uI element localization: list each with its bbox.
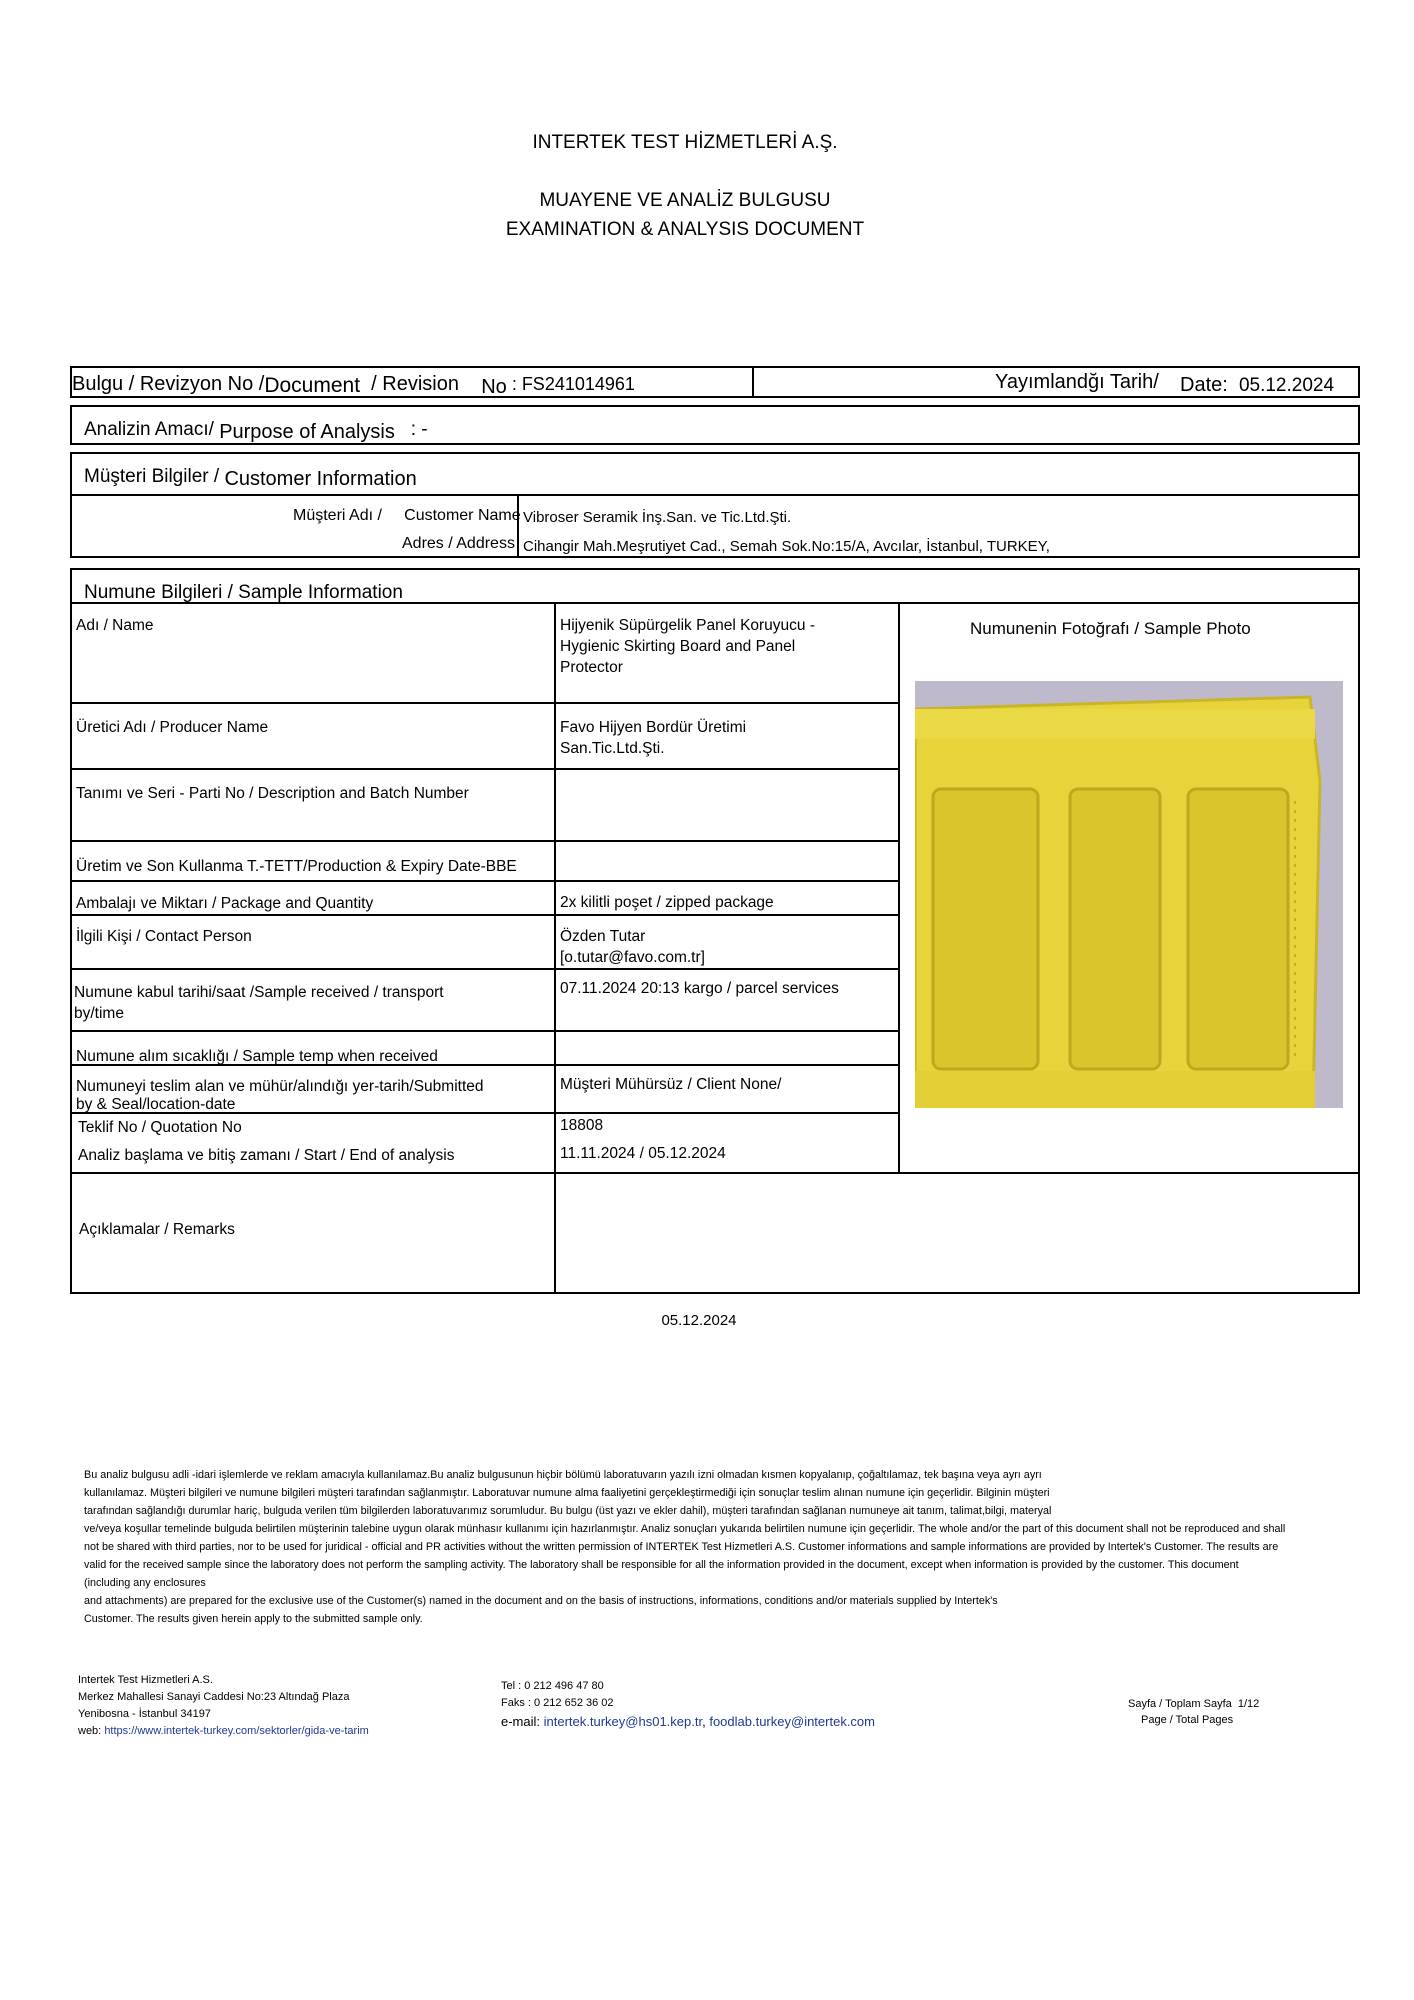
legal-line-2: kullanılamaz. Müşteri bilgileri ve numune bilgileri müşteri tarafından sağlanmıştır. Laboratuvar numune alma faaliyetini gerçekleştirmediği için sonuçlar teslim alınan numune için geçerlidir. Bilginin müşteri: [84, 1487, 1050, 1499]
legal-line-3: tarafından sağlandığı durumlar hariç, bulguda verilen tüm bilgilerden laboratuvarımız sorumludur. Bu bulgu (üst yazı ve ekler dahil), müşteri tarafından sağlanan numuneye ait tanım, talimat,bilgi, materyal: [84, 1505, 1052, 1517]
package-quantity-value: 2x kilitli poşet / zipped package: [560, 894, 774, 911]
footer-address-1: Merkez Mahallesi Sanayi Caddesi No:23 Altındağ Plaza: [78, 1691, 350, 1703]
purpose-label: Analizin Amacı/ Purpose of Analysis : -: [84, 419, 428, 443]
footer-company: Intertek Test Hizmetleri A.S.: [78, 1674, 213, 1686]
contact-person-value: Özden Tutar [o.tutar@favo.com.tr]: [560, 928, 705, 966]
page-number-label-en: Page / Total Pages: [1141, 1714, 1234, 1726]
sample-photo-label: Numunenin Fotoğrafı / Sample Photo: [970, 619, 1251, 638]
publish-date-label: Yayımlandğı Tarih/: [995, 371, 1159, 393]
footer-contact-info: [501, 1678, 875, 1730]
legal-line-5: not be shared with third parties, nor to be used for juridical - official and PR activities without the written permission of INTERTEK Test Hizmetleri A.S. Customer informations and sample informations are provided by Intertek's Customer. The results are: [84, 1541, 1279, 1553]
sample-photo-image: [915, 681, 1343, 1108]
quotation-value: 18808: [560, 1117, 604, 1134]
footer-email: e-mail: intertek.turkey@hs01.kep.tr, foodlab.turkey@intertek.com: [501, 1714, 875, 1729]
sample-name-value: Hijyenik Süpürgelik Panel Koruyucu - Hygienic Skirting Board and Panel Protector: [560, 617, 816, 676]
sample-name-label: Adı / Name: [76, 617, 154, 634]
footer-fax: Faks : 0 212 652 36 02: [501, 1697, 614, 1709]
publish-date: Date: 05.12.2024: [1180, 374, 1335, 396]
quotation-label: Teklif No / Quotation No: [78, 1119, 242, 1136]
customer-name: Vibroser Seramik İnş.San. ve Tic.Ltd.Şti.: [523, 509, 792, 526]
issue-date: 05.12.2024: [661, 1312, 737, 1329]
footer-company-info: [78, 1672, 369, 1740]
company-title: INTERTEK TEST HİZMETLERİ A.Ş.: [532, 132, 838, 153]
contact-person-label: İlgili Kişi / Contact Person: [76, 928, 252, 945]
remarks-label: Açıklamalar / Remarks: [79, 1221, 235, 1238]
document-label: Bulgu / Revizyon No /Document / Revision No : FS241014961: [72, 373, 635, 398]
sample-temp-label: Numune alım sıcaklığı / Sample temp when received: [76, 1048, 438, 1065]
analysis-period-label: Analiz başlama ve bitiş zamanı / Start / End of analysis: [78, 1147, 455, 1164]
submitted-by-value: Müşteri Mühürsüz / Client None/: [560, 1076, 782, 1093]
customer-name-label: Müşteri Adı / Customer Name: [293, 507, 521, 524]
description-batch-label: Tanımı ve Seri - Parti No / Description and Batch Number: [76, 785, 469, 802]
footer-web: web: https://www.intertek-turkey.com/sektorler/gida-ve-tarim: [78, 1725, 369, 1737]
producer-name-value: Favo Hijyen Bordür Üretimi San.Tic.Ltd.Şti.: [560, 719, 747, 757]
customer-address: Cihangir Mah.Meşrutiyet Cad., Semah Sok.No:15/A, Avcılar, İstanbul, TURKEY,: [523, 538, 1050, 555]
producer-name-label: Üretici Adı / Producer Name: [76, 719, 269, 736]
email-link-2[interactable]: foodlab.turkey@intertek.com: [709, 1714, 875, 1729]
analysis-period-value: 11.11.2024 / 05.12.2024: [560, 1145, 726, 1162]
submitted-by-label: Numuneyi teslim alan ve mühür/alındığı yer-tarih/Submitted by & Seal/location-date: [76, 1078, 484, 1113]
legal-line-6: valid for the received sample since the laboratory does not perform the sampling activity. The laboratory shall be responsible for all the information provided in the document, except when information is provided by the customer. This document: [84, 1559, 1239, 1571]
footer-address-2: Yenibosna - İstanbul 34197: [78, 1708, 211, 1720]
legal-line-4: ve/veya koşullar temelinde bulguda belirtilen müşterinin talebine uygun olarak münhasır kullanımı için hazırlanmıştır. Analiz sonuçları yukarıda belirtilen numune için geçerlidir. The whole and/or the part of this document shall not be reproduced and shall: [84, 1523, 1286, 1535]
sample-received-label: Numune kabul tarihi/saat /Sample received / transport by/time: [74, 984, 444, 1022]
document-title-en: EXAMINATION & ANALYSIS DOCUMENT: [505, 219, 865, 240]
legal-line-7: (including any enclosures: [84, 1577, 206, 1589]
purpose-value: : -: [410, 419, 428, 440]
sample-section-title: Numune Bilgileri / Sample Information: [84, 582, 403, 603]
legal-line-9: Customer. The results given herein apply to the submitted sample only.: [84, 1613, 423, 1625]
legal-line-8: and attachments) are prepared for the exclusive use of the Customer(s) named in the document and on the basis of instructions, informations, conditions and/or materials supplied by Intertek's: [84, 1595, 998, 1607]
document-title-tr: MUAYENE VE ANALİZ BULGUSU: [539, 190, 831, 211]
document-number: : FS241014961: [511, 374, 635, 394]
page-number-label: Sayfa / Toplam Sayfa 1/12: [1128, 1698, 1260, 1710]
package-quantity-label: Ambalajı ve Miktarı / Package and Quantity: [76, 895, 374, 912]
production-expiry-label: Üretim ve Son Kullanma T.-TETT/Production & Expiry Date-BBE: [76, 858, 517, 875]
footer-tel: Tel : 0 212 496 47 80: [501, 1680, 604, 1692]
page-number: 1/12: [1237, 1698, 1260, 1710]
email-link-1[interactable]: intertek.turkey@hs01.kep.tr: [543, 1714, 703, 1729]
website-link[interactable]: https://www.intertek-turkey.com/sektorler/gida-ve-tarim: [104, 1725, 369, 1737]
customer-section-title: Müşteri Bilgiler / Customer Information: [84, 466, 417, 490]
sample-received-value: 07.11.2024 20:13 kargo / parcel services: [560, 980, 839, 997]
sample-photo: [915, 681, 1343, 1108]
legal-line-1: Bu analiz bulgusu adli -idari işlemlerde ve reklam amacıyla kullanılamaz.Bu analiz bulgusunun hiçbir bölümü laboratuvarın yazılı izni olmadan kısmen kopyalanıp, çoğaltılamaz, tek başına veya ayrı ayrı: [84, 1469, 1042, 1481]
customer-address-label: Adres / Address: [402, 535, 515, 552]
